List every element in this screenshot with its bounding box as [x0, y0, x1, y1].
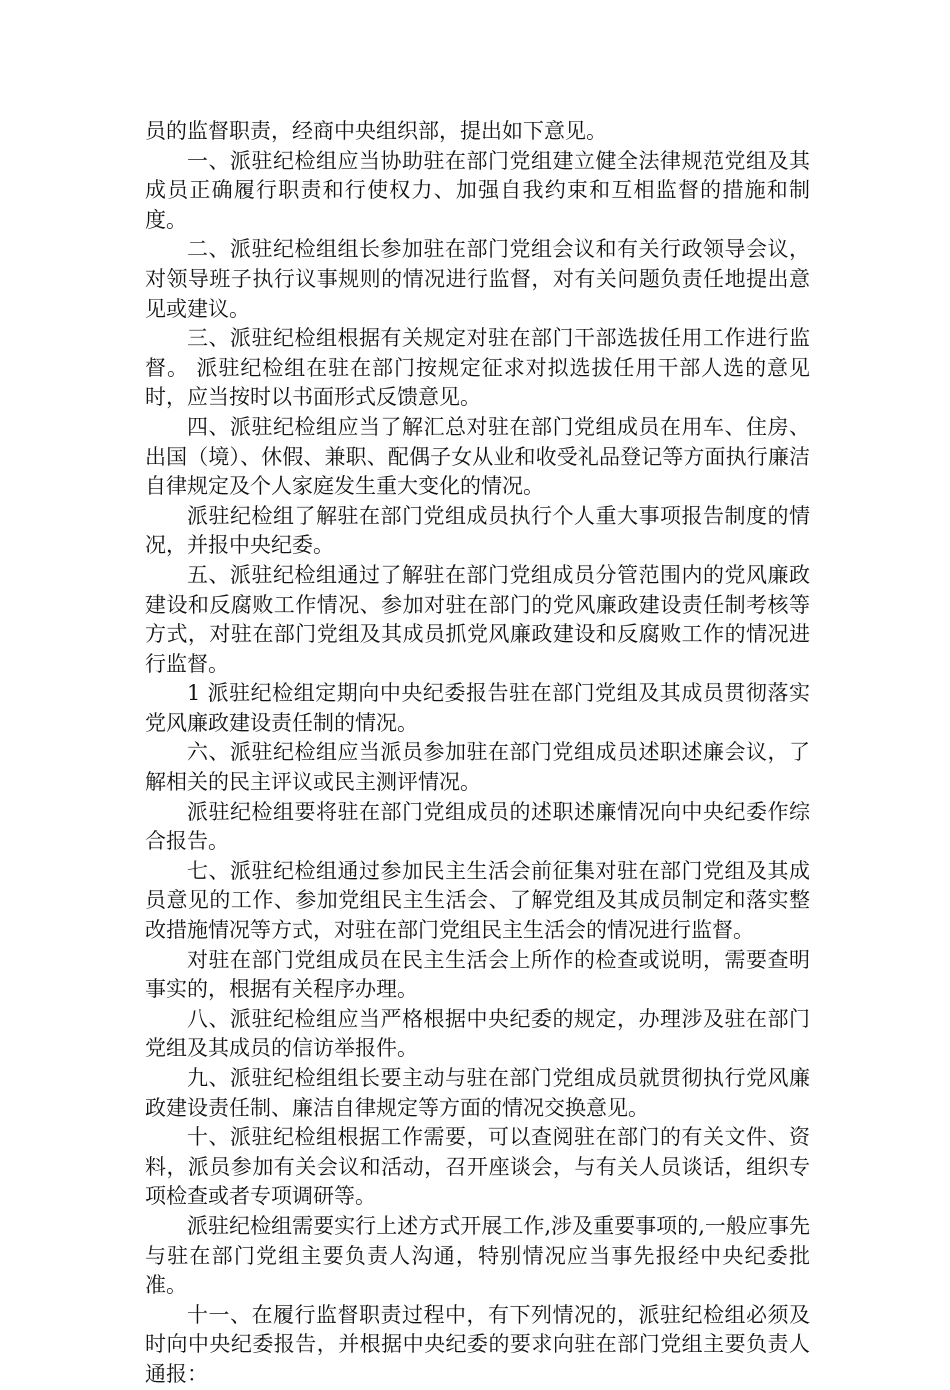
paragraph-item-9: 九、派驻纪检组组长要主动与驻在部门党组成员就贯彻执行党风廉政建设责任制、廉洁自律规定等方面的情况交换意见。 — [145, 1066, 810, 1120]
paragraph-item-7: 七、派驻纪检组通过参加民主生活会前征集对驻在部门党组及其成员意见的工作、参加党组民主生活会、了解党组及其成员制定和落实整改措施情况等方式，对驻在部门党组民主生活会的情况进行监督。 — [145, 858, 810, 943]
paragraph-item-4: 四、派驻纪检组应当了解汇总对驻在部门党组成员在用车、住房、出国（境）、休假、兼职、配偶子女从业和收受礼品登记等方面执行廉洁自律规定及个人家庭发生重大变化的情况。 — [145, 414, 810, 499]
paragraph-item-10-note: 派驻纪检组需要实行上述方式开展工作,涉及重要事项的,一般应事先与驻在部门党组主要负责人沟通，特别情况应当事先报经中央纪委批准。 — [145, 1213, 810, 1298]
document-body — [145, 117, 810, 1390]
paragraph-item-6-note: 派驻纪检组要将驻在部门党组成员的述职述廉情况向中央纪委作综合报告。 — [145, 799, 810, 854]
paragraph-item-3: 三、派驻纪检组根据有关规定对驻在部门干部选拔任用工作进行监督。 派驻纪检组在驻在部门按规定征求对拟选拔任用干部人选的意见时，应当按时以书面形式反馈意见。 — [145, 326, 810, 410]
paragraph-item-5-note: 1 派驻纪检组定期向中央纪委报告驻在部门党组及其成员贯彻落实党风廉政建设责任制的情况。 — [145, 681, 810, 735]
paragraph-item-11: 十一、在履行监督职责过程中，有下列情况的，派驻纪检组必须及时向中央纪委报告，并根据中央纪委的要求向驻在部门党组主要负责人通报： — [145, 1302, 810, 1386]
paragraph-item-10: 十、派驻纪检组根据工作需要，可以查阅驻在部门的有关文件、资料，派员参加有关会议和活动，召开座谈会，与有关人员谈话，组织专项检查或者专项调研等。 — [145, 1125, 810, 1209]
paragraph-item-5: 五、派驻纪检组通过了解驻在部门党组成员分管范围内的党风廉政建设和反腐败工作情况、参加对驻在部门的党风廉政建设责任制考核等方式，对驻在部门党组及其成员抓党风廉政建设和反腐败工作的情况进行监督。 — [145, 562, 810, 676]
paragraph-item-4-note: 派驻纪检组了解驻在部门党组成员执行个人重大事项报告制度的情况，并报中央纪委。 — [145, 503, 810, 558]
paragraph-item-1: 一、派驻纪检组应当协助驻在部门党组建立健全法律规范党组及其成员正确履行职责和行使权力、加强自我约束和互相监督的措施和制度。 — [145, 148, 810, 232]
paragraph-continuation: 员的监督职责，经商中央组织部，提出如下意见。 — [145, 119, 607, 143]
paragraph-item-7-note: 对驻在部门党组成员在民主生活会上所作的检查或说明，需要查明事实的，根据有关程序办理。 — [145, 947, 810, 1002]
paragraph-item-6: 六、派驻纪检组应当派员参加驻在部门党组成员述职述廉会议，了解相关的民主评议或民主测评情况。 — [145, 740, 810, 795]
paragraph-item-2: 二、派驻纪检组组长参加驻在部门党组会议和有关行政领导会议，对领导班子执行议事规则的情况进行监督，对有关问题负责任地提出意见或建议。 — [145, 237, 810, 321]
paragraph-item-8: 八、派驻纪检组应当严格根据中央纪委的规定，办理涉及驻在部门党组及其成员的信访举报件。 — [145, 1006, 810, 1061]
